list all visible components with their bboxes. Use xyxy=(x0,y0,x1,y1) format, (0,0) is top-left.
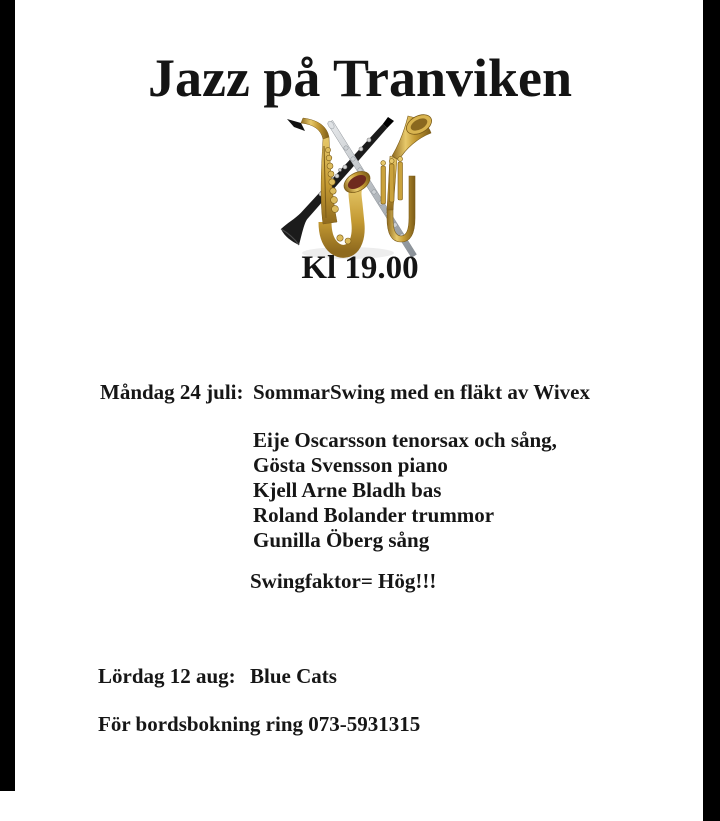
performer-line: Gunilla Öberg sång xyxy=(253,528,430,552)
event-name-monday: SommarSwing med en fläkt av Wivex xyxy=(253,380,590,404)
event-date-saturday: Lördag 12 aug: xyxy=(98,664,236,688)
performer-line: Gösta Svensson piano xyxy=(253,453,448,477)
performers-list xyxy=(253,428,557,553)
left-edge-bar xyxy=(0,0,15,791)
event-date-monday: Måndag 24 juli: xyxy=(100,380,244,404)
poster-title: Jazz på Tranviken xyxy=(147,48,573,108)
performer-line: Kjell Arne Bladh bas xyxy=(253,478,442,502)
right-edge-bar xyxy=(703,0,720,821)
event-name-saturday: Blue Cats xyxy=(250,664,337,688)
trumpet-icon xyxy=(381,112,435,242)
instruments-image xyxy=(268,112,452,260)
performer-line: Roland Bolander trummor xyxy=(253,503,495,527)
time-heading: Kl 19.00 xyxy=(301,250,419,286)
swingfaktor-note: Swingfaktor= Hög!!! xyxy=(250,569,437,593)
booking-line: För bordsbokning ring 073-5931315 xyxy=(98,712,421,736)
performer-line: Eije Oscarsson tenorsax och sång, xyxy=(253,428,557,452)
